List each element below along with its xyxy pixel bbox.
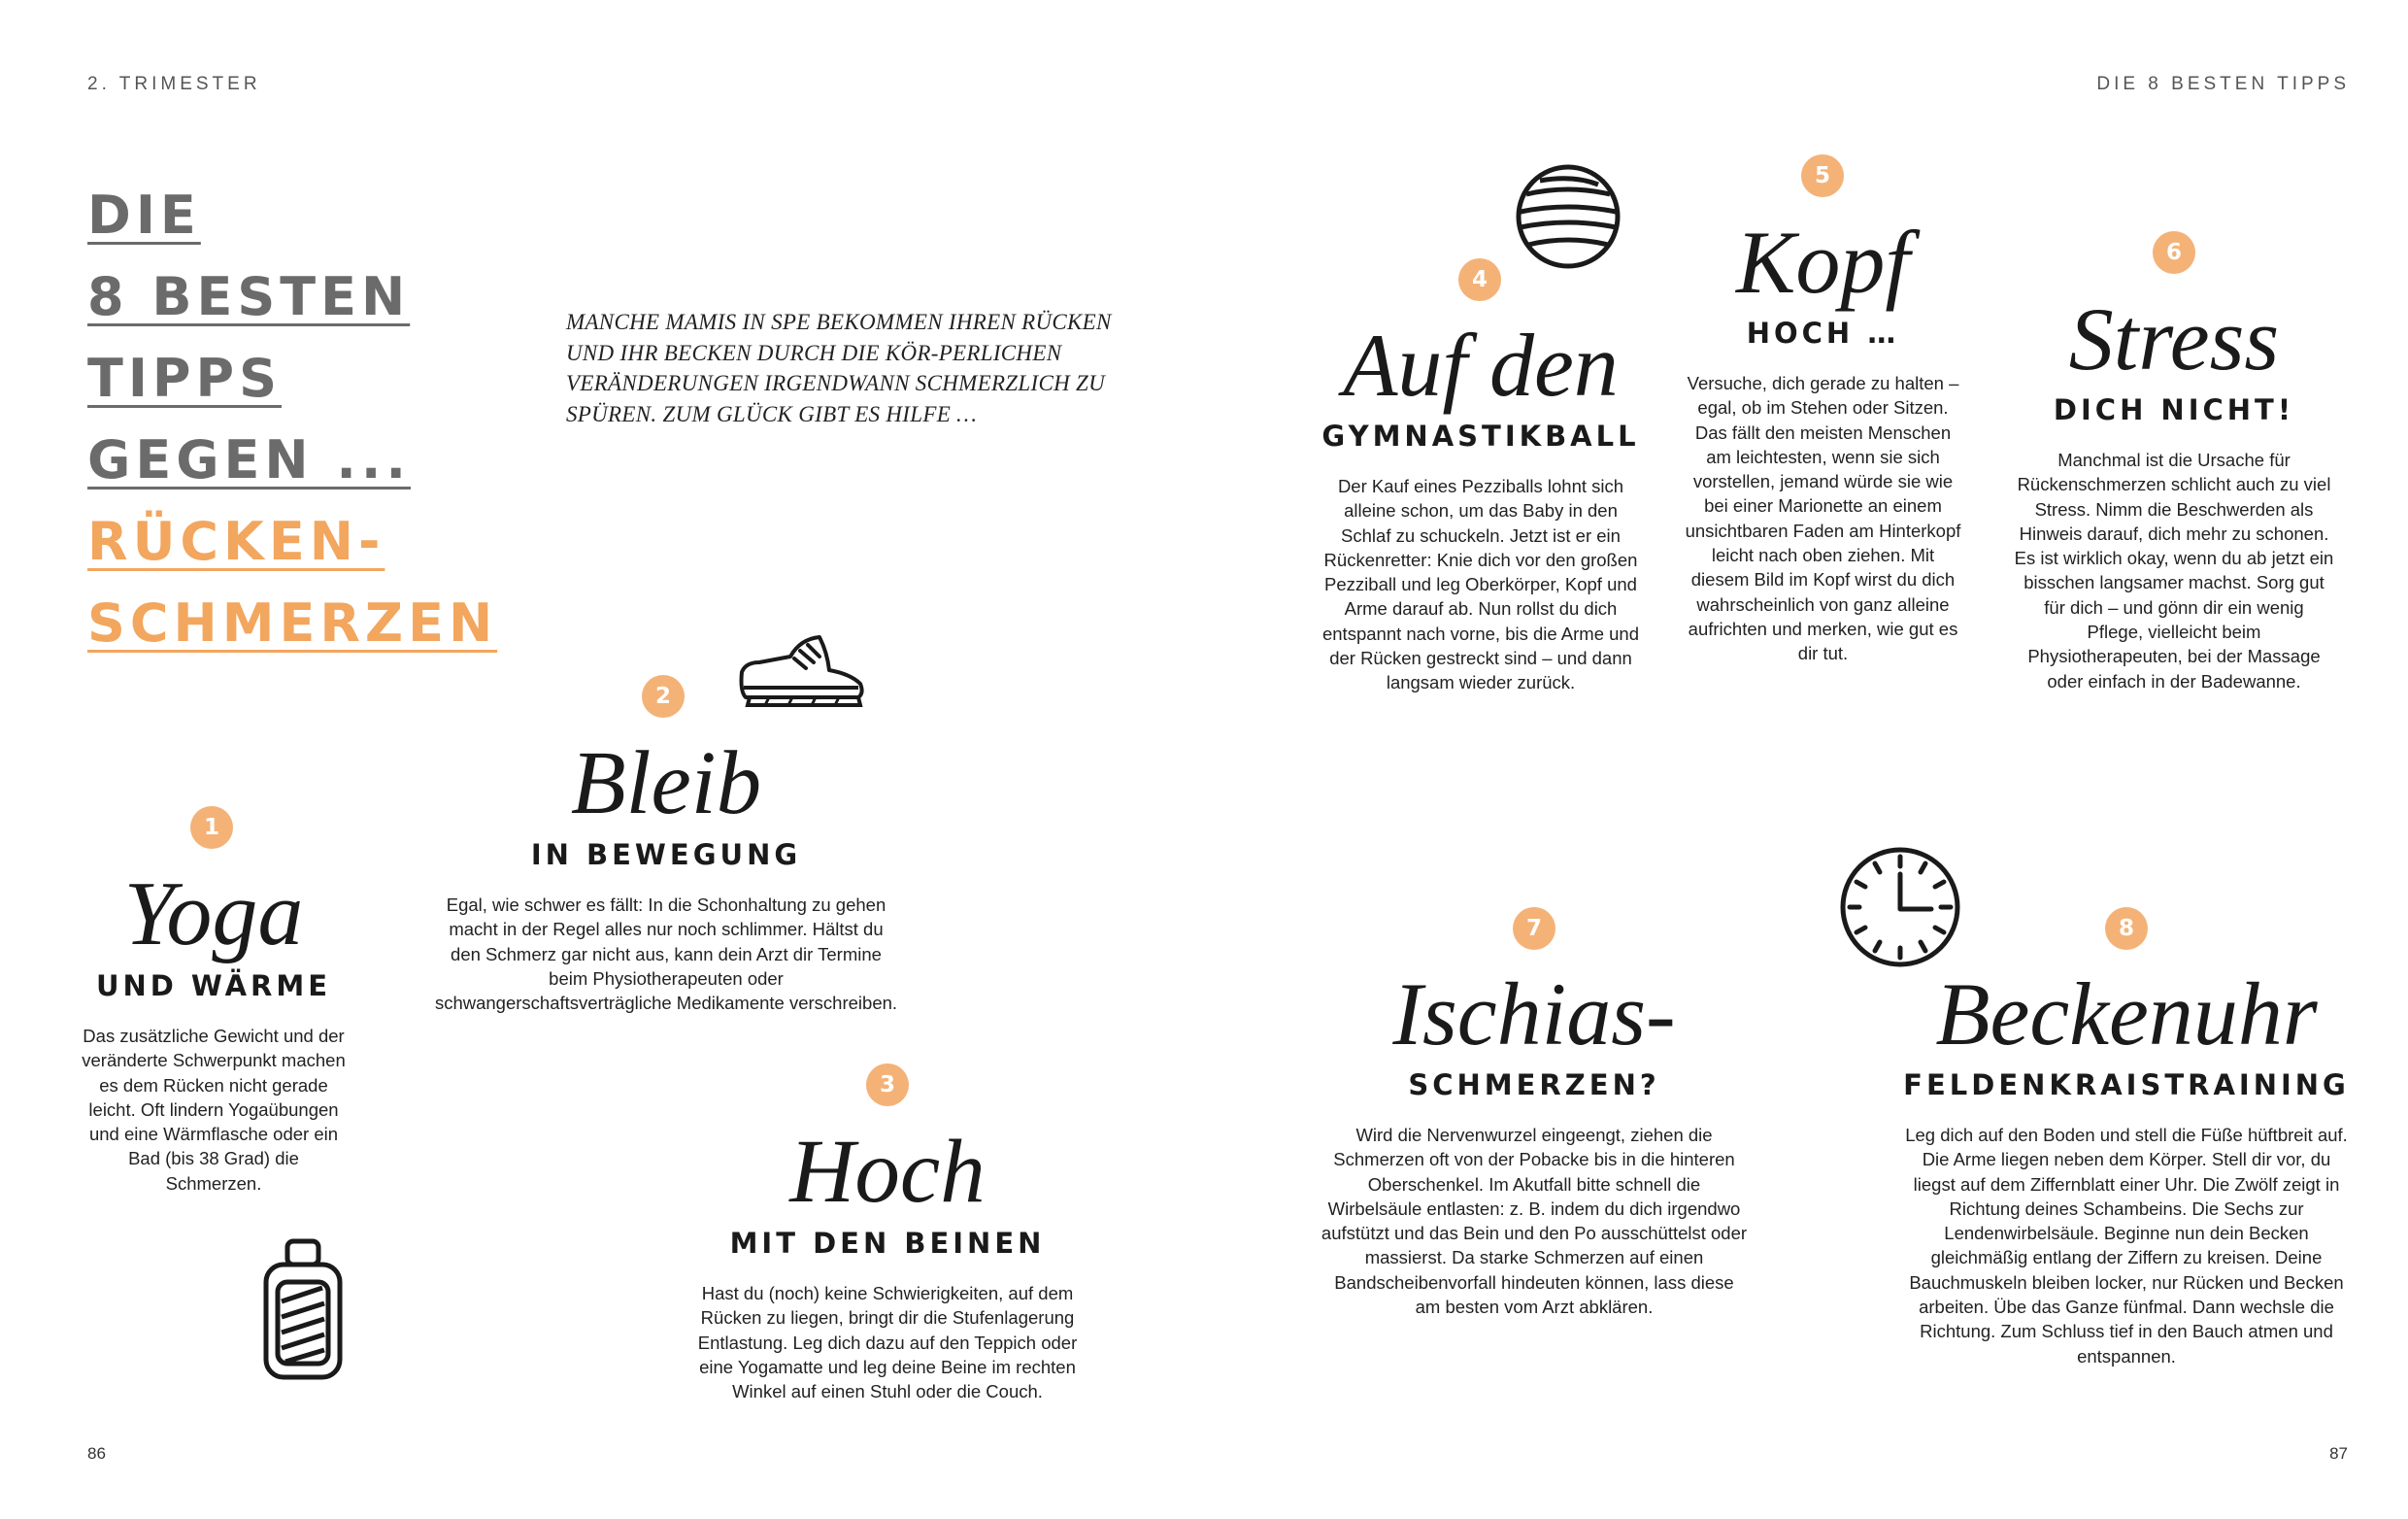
tip-5-caps-title: HOCH …	[1746, 317, 1900, 350]
tip-4-caps-title: GYMNASTIKBALL	[1321, 420, 1640, 453]
tip-3	[684, 1122, 1091, 1403]
running-header-left: 2. TRIMESTER	[87, 74, 261, 94]
hot-water-bottle-icon	[262, 1237, 344, 1381]
tip-7	[1321, 964, 1748, 1319]
tip-1-number-badge: 1	[190, 806, 233, 849]
title-line: DIE	[87, 185, 201, 246]
tip-6-script-title: Stress	[2068, 289, 2280, 388]
tip-8-number-badge: 8	[2105, 907, 2148, 950]
tip-8-script-title: Beckenuhr	[1935, 964, 2318, 1063]
tip-4	[1321, 316, 1641, 695]
tip-5-number-badge: 5	[1801, 154, 1844, 197]
tip-5-script-title: Kopf	[1736, 213, 1910, 312]
tip-2-number-badge: 2	[642, 675, 685, 718]
tip-5	[1685, 213, 1961, 666]
tip-5-body: Versuche, dich gerade zu halten – egal, ob im Stehen oder Sitzen. Das fällt den meisten Menschen am leichtesten, wenn sie sich vorstellen, jemand würde sie wie bei einer Marionette an einem unsichtbaren Faden am Hinterkopf leicht nach oben ziehen. Mit diesem Bild im Kopf wirst du dich wahrscheinlich von ganz alleine aufrichten und merken, wie gut es dir tut.	[1685, 373, 1961, 664]
exercise-ball-icon	[1515, 163, 1622, 270]
tip-7-number-badge: 7	[1513, 907, 1555, 950]
sneaker-icon	[736, 633, 868, 709]
title-highlight-line: RÜCKEN-	[87, 511, 385, 572]
tip-1-caps-title: UND WÄRME	[95, 969, 332, 1002]
tip-3-number-badge: 3	[866, 1063, 909, 1106]
title-highlight-line: SCHMERZEN	[87, 592, 498, 654]
tip-2-body: Egal, wie schwer es fällt: In die Schonhaltung zu gehen macht in der Regel alles nur noch schlimmer. Hältst du den Schmerz gar nicht aus, kann dein Arzt dir Termine beim Physiotherapeuten oder schwangerschaftsverträgliche Medikamente verschreiben.	[434, 895, 898, 1014]
tip-6-caps-title: DICH NICHT!	[2053, 393, 2295, 426]
tip-7-body: Wird die Nervenwurzel eingeengt, ziehen die Schmerzen oft von der Pobacke bis in die hinteren Oberschenkel. Im Akutfall bitte schnell die Wirbelsäule entlasten: z. B. indem du dich irgendwo aufstützt und das Bein und den Po ausschüttelst oder massierst. Da starke Schmerzen auf einen Bandscheibenvorfall hindeuten können, lass diese am besten vom Arzt abklären.	[1321, 1125, 1748, 1318]
page-number-right: 87	[2329, 1444, 2348, 1463]
tip-1-script-title: Yoga	[123, 863, 304, 964]
intro-text: MANCHE MAMIS IN SPE BEKOMMEN IHREN RÜCKEN UND IHR BECKEN DURCH DIE KÖR-PERLICHEN VERÄNDERUNGEN IRGENDWANN SCHMERZLICH ZU SPÜREN. ZUM GLÜCK GIBT ES HILFE …	[566, 310, 1112, 426]
tip-4-number-badge: 4	[1458, 258, 1501, 301]
tip-1	[82, 863, 346, 1196]
tip-4-body: Der Kauf eines Pezziballs lohnt sich alleine schon, um das Baby in den Schlaf zu schuckeln. Jetzt ist er ein Rückenretter: Knie dich vor den großen Pezziball und leg Oberkörper, Kopf und Arme darauf ab. Nun rollst du dich entspannt nach vorne, bis die Arme und der Rücken gestreckt sind – und dann langsam wieder zurück.	[1321, 476, 1640, 693]
tip-3-caps-title: MIT DEN BEINEN	[729, 1227, 1046, 1260]
tip-7-caps-title: SCHMERZEN?	[1408, 1068, 1660, 1101]
tip-2	[433, 733, 899, 1015]
tip-4-script-title: Auf den	[1343, 316, 1619, 415]
tip-8-caps-title: FELDENKRAISTRAINING	[1903, 1068, 2350, 1101]
tip-2-caps-title: IN BEWEGUNG	[530, 838, 802, 871]
tip-6-body: Manchmal ist die Ursache für Rückenschmerzen schlicht auch zu viel Stress. Nimm die Beschwerden als Hinweis darauf, dich mehr zu schonen. Es ist wirklich okay, wenn du ab jetzt ein bisschen langsamer machst. Sorg gut für dich – und gönn dir ein wenig Pflege, vielleicht beim Physiotherapeuten, bei der Massage oder einfach in der Badewanne.	[2014, 450, 2334, 692]
tip-1-body: Das zusätzliche Gewicht und der veränderte Schwerpunkt machen es dem Rücken nicht gerade leicht. Oft lindern Yogaübungen und eine Wärmflasche oder ein Bad (bis 38 Grad) die Schmerzen.	[82, 1026, 346, 1194]
page-number-left: 86	[87, 1444, 106, 1463]
clock-icon	[1838, 845, 1962, 969]
title-line: TIPPS	[87, 348, 282, 409]
title-line: 8 BESTEN	[87, 266, 411, 327]
tip-3-body: Hast du (noch) keine Schwierigkeiten, auf dem Rücken zu liegen, bringt dir die Stufenlagerung Entlastung. Leg dich dazu auf den Teppich oder eine Yogamatte und leg deine Beine im rechten Winkel auf einen Stuhl oder die Couch.	[697, 1283, 1078, 1402]
tip-8-body: Leg dich auf den Boden und stell die Füße hüftbreit auf. Die Arme liegen neben dem Körper. Stell dir vor, du liegst auf dem Ziffernblatt einer Uhr. Die Zwölf zeigt in Richtung deines Schambeins. Die Sechs zur Lendenwirbelsäule. Beginne nun dein Becken gleichmäßig entlang der Ziffern zu kreisen. Deine Bauchmuskeln bleiben locker, nur Rücken und Becken arbeiten. Übe das Ganze fünfmal. Dann wechsle die Richtung. Zum Schluss tief in den Bauch atmen und entspannen.	[1905, 1125, 2348, 1367]
tip-8	[1903, 964, 2350, 1368]
tip-7-script-title: Ischias-	[1392, 964, 1676, 1063]
title-line: GEGEN ...	[87, 429, 411, 490]
tip-6-number-badge: 6	[2153, 231, 2195, 274]
page-title	[87, 175, 497, 664]
tip-6	[2014, 289, 2334, 693]
running-header-right: DIE 8 BESTEN TIPPS	[2096, 74, 2350, 94]
tip-3-script-title: Hoch	[789, 1122, 986, 1222]
tip-2-script-title: Bleib	[570, 733, 762, 833]
